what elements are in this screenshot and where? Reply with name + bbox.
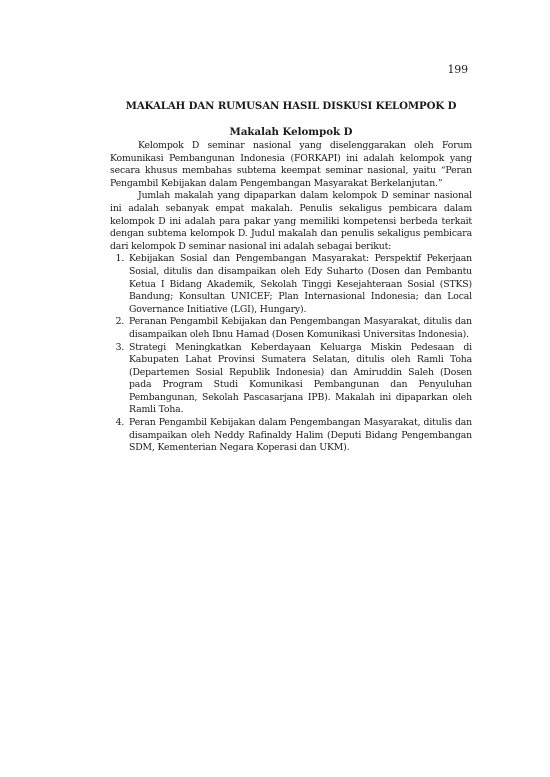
list-item: 1. Kebijakan Sosial dan Pengembangan Masyarakat: Perspektif Pekerjaan Sosial, ditulis dan disampaikan oleh Edy Suharto (Dosen dan Pembantu Ketua I Bidang Akademik, Sekolah Tinggi Kesejahteraan Sosial (STKS) Bandung; Konsultan UNICEF; Plan Internasional Indonesia; dan Local Governance Initiative (LGI), Hungary).	[127, 253, 472, 316]
page-content	[110, 100, 472, 455]
section-title: Makalah Kelompok D	[229, 126, 353, 138]
list-item: 3. Strategi Meningkatkan Keberdayaan Keluarga Miskin Pedesaan di Kabupaten Lahat Provinsi Sumatera Selatan, ditulis oleh Ramli Toha (Departemen Sosial Republik Indonesia) dan Amiruddin Saleh (Dosen pada Program Studi Komunikasi Pembangunan dan Penyuluhan Pembangunan, Sekolah Pascasarjana IPB). Makalah ini dipaparkan oleh Ramli Toha.	[127, 342, 472, 418]
page-number: 199	[447, 63, 468, 76]
paragraph-intro: Kelompok D seminar nasional yang diselenggarakan oleh Forum Komunikasi Pembangunan Indonesia (FORKAPI) ini adalah kelompok yang secara khusus membahas subtema keempat seminar nasional, yaitu “Peran Pengambil Kebijakan dalam Pengembangan Masyarakat Berkelanjutan.”	[110, 140, 472, 189]
list-item: 4. Peran Pengambil Kebijakan dalam Pengembangan Masyarakat, ditulis dan disampaikan oleh Neddy Rafinaldy Halim (Deputi Bidang Pengembangan SDM, Kementerian Negara Koperasi dan UKM).	[127, 417, 472, 455]
paragraph-summary: Jumlah makalah yang dipaparkan dalam kelompok D seminar nasional ini adalah sebanyak empat makalah. Penulis sekaligus pembicara dalam kelompok D ini adalah para pakar yang memiliki kompetensi berbeda terkait dengan subtema kelompok D. Judul makalah dan penulis sekaligus pembicara dari kelompok D seminar nasional ini adalah sebagai berikut:	[110, 190, 472, 252]
paper-list	[110, 253, 472, 455]
main-title: MAKALAH DAN RUMUSAN HASIL DISKUSI KELOMPOK D	[125, 100, 457, 112]
list-item: 2. Peranan Pengambil Kebijakan dan Pengembangan Masyarakat, ditulis dan disampaikan oleh Ibnu Hamad (Dosen Komunikasi Universitas Indonesia).	[127, 316, 472, 341]
